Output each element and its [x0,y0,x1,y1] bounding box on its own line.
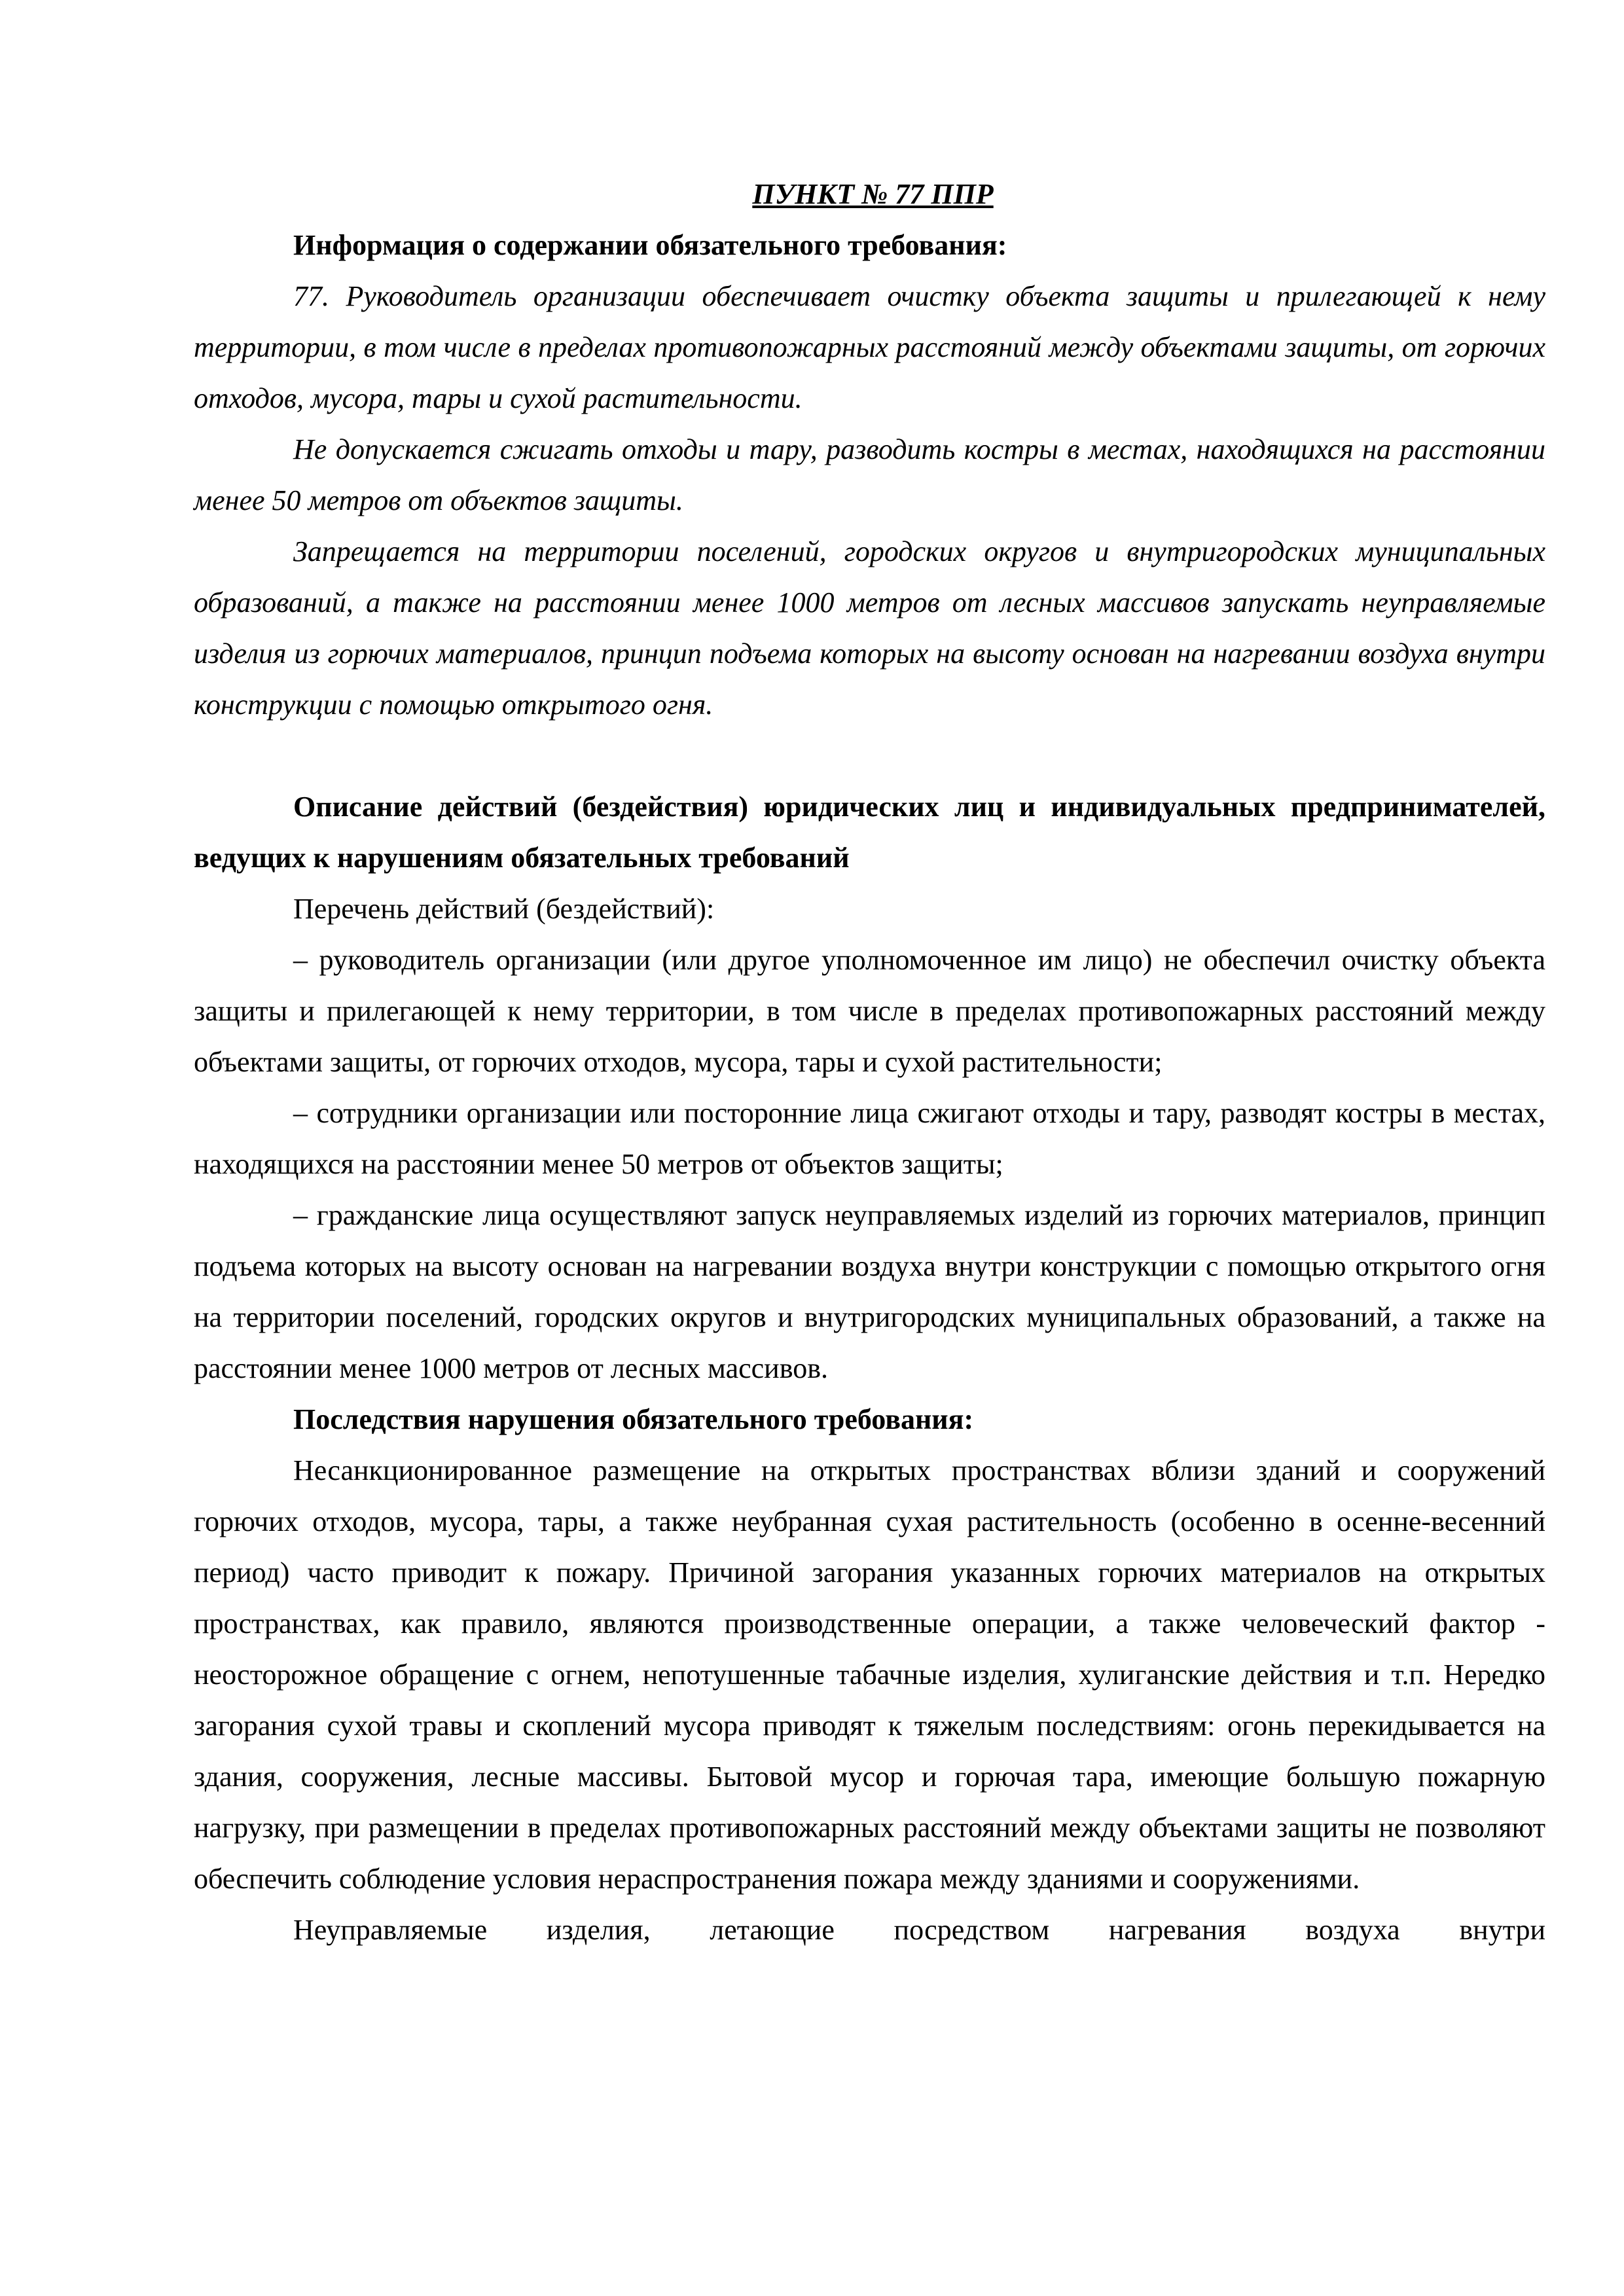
document-page [194,169,1545,1956]
consequences-paragraph: Неуправляемые изделия, летающие посредством нагревания воздуха внутри [293,1914,1545,1946]
violations-intro: Перечень действий (бездействий): [293,893,715,925]
section-spacer [194,730,1545,781]
violation-item: – сотрудники организации или посторонние лица сжигают отходы и тару, разводят костры в местах, находящихся на расстоянии менее 50 метров от объектов защиты; [194,1097,1545,1180]
section-heading-violations: Описание действий (бездействия) юридических лиц и индивидуальных предпринимателей, ведущих к нарушениям обязательных требований [194,791,1545,874]
section-heading-requirement: Информация о содержании обязательного требования: [293,229,1007,261]
violation-item: – руководитель организации (или другое уполномоченное им лицо) не обеспечил очистку объекта защиты и прилегающей к нему территории, в том числе в пределах противопожарных расстояний между объектами защиты, от горючих отходов, мусора, тары и сухой растительности; [194,944,1545,1078]
requirement-paragraph: Не допускается сжигать отходы и тару, разводить костры в местах, находящихся на расстоянии менее 50 метров от объектов защиты. [194,433,1545,516]
requirement-paragraph: Запрещается на территории поселений, городских округов и внутригородских муниципальных образований, а также на расстоянии менее 1000 метров от лесных массивов запускать неуправляемые изделия из горючих материалов, принцип подъема которых на высоту основан на нагревании воздуха внутри конструкции с помощью открытого огня. [194,535,1545,721]
section-heading-consequences: Последствия нарушения обязательного требования: [293,1403,974,1435]
consequences-paragraph: Несанкционированное размещение на открытых пространствах вблизи зданий и сооружений горючих отходов, мусора, тары, а также неубранная сухая растительность (особенно в осенне-весенний период) часто приводит к пожару. Причиной загорания указанных горючих материалов на открытых пространствах, как правило, являются производственные операции, а также человеческий фактор - неосторожное обращение с огнем, непотушенные табачные изделия, хулиганские действия и т.п. Нередко загорания сухой травы и скоплений мусора приводят к тяжелым последствиям: огонь перекидывается на здания, сооружения, лесные массивы. Бытовой мусор и горючая тара, имеющие большую пожарную нагрузку, при размещении в пределах противопожарных расстояний между объектами защиты не позволяют обеспечить соблюдение условия нераспространения пожара между зданиями и сооружениями. [194,1454,1545,1895]
requirement-paragraph: 77. Руководитель организации обеспечивает очистку объекта защиты и прилегающей к нему территории, в том числе в пределах противопожарных расстояний между объектами защиты, от горючих отходов, мусора, тары и сухой растительности. [194,280,1545,414]
page-title: ПУНКТ № 77 ППР [752,178,994,210]
violation-item: – гражданские лица осуществляют запуск неуправляемых изделий из горючих материалов, принцип подъема которых на высоту основан на нагревании воздуха внутри конструкции с помощью открытого огня на территории поселений, городских округов и внутригородских муниципальных образований, а также на расстоянии менее 1000 метров от лесных массивов. [194,1199,1545,1384]
